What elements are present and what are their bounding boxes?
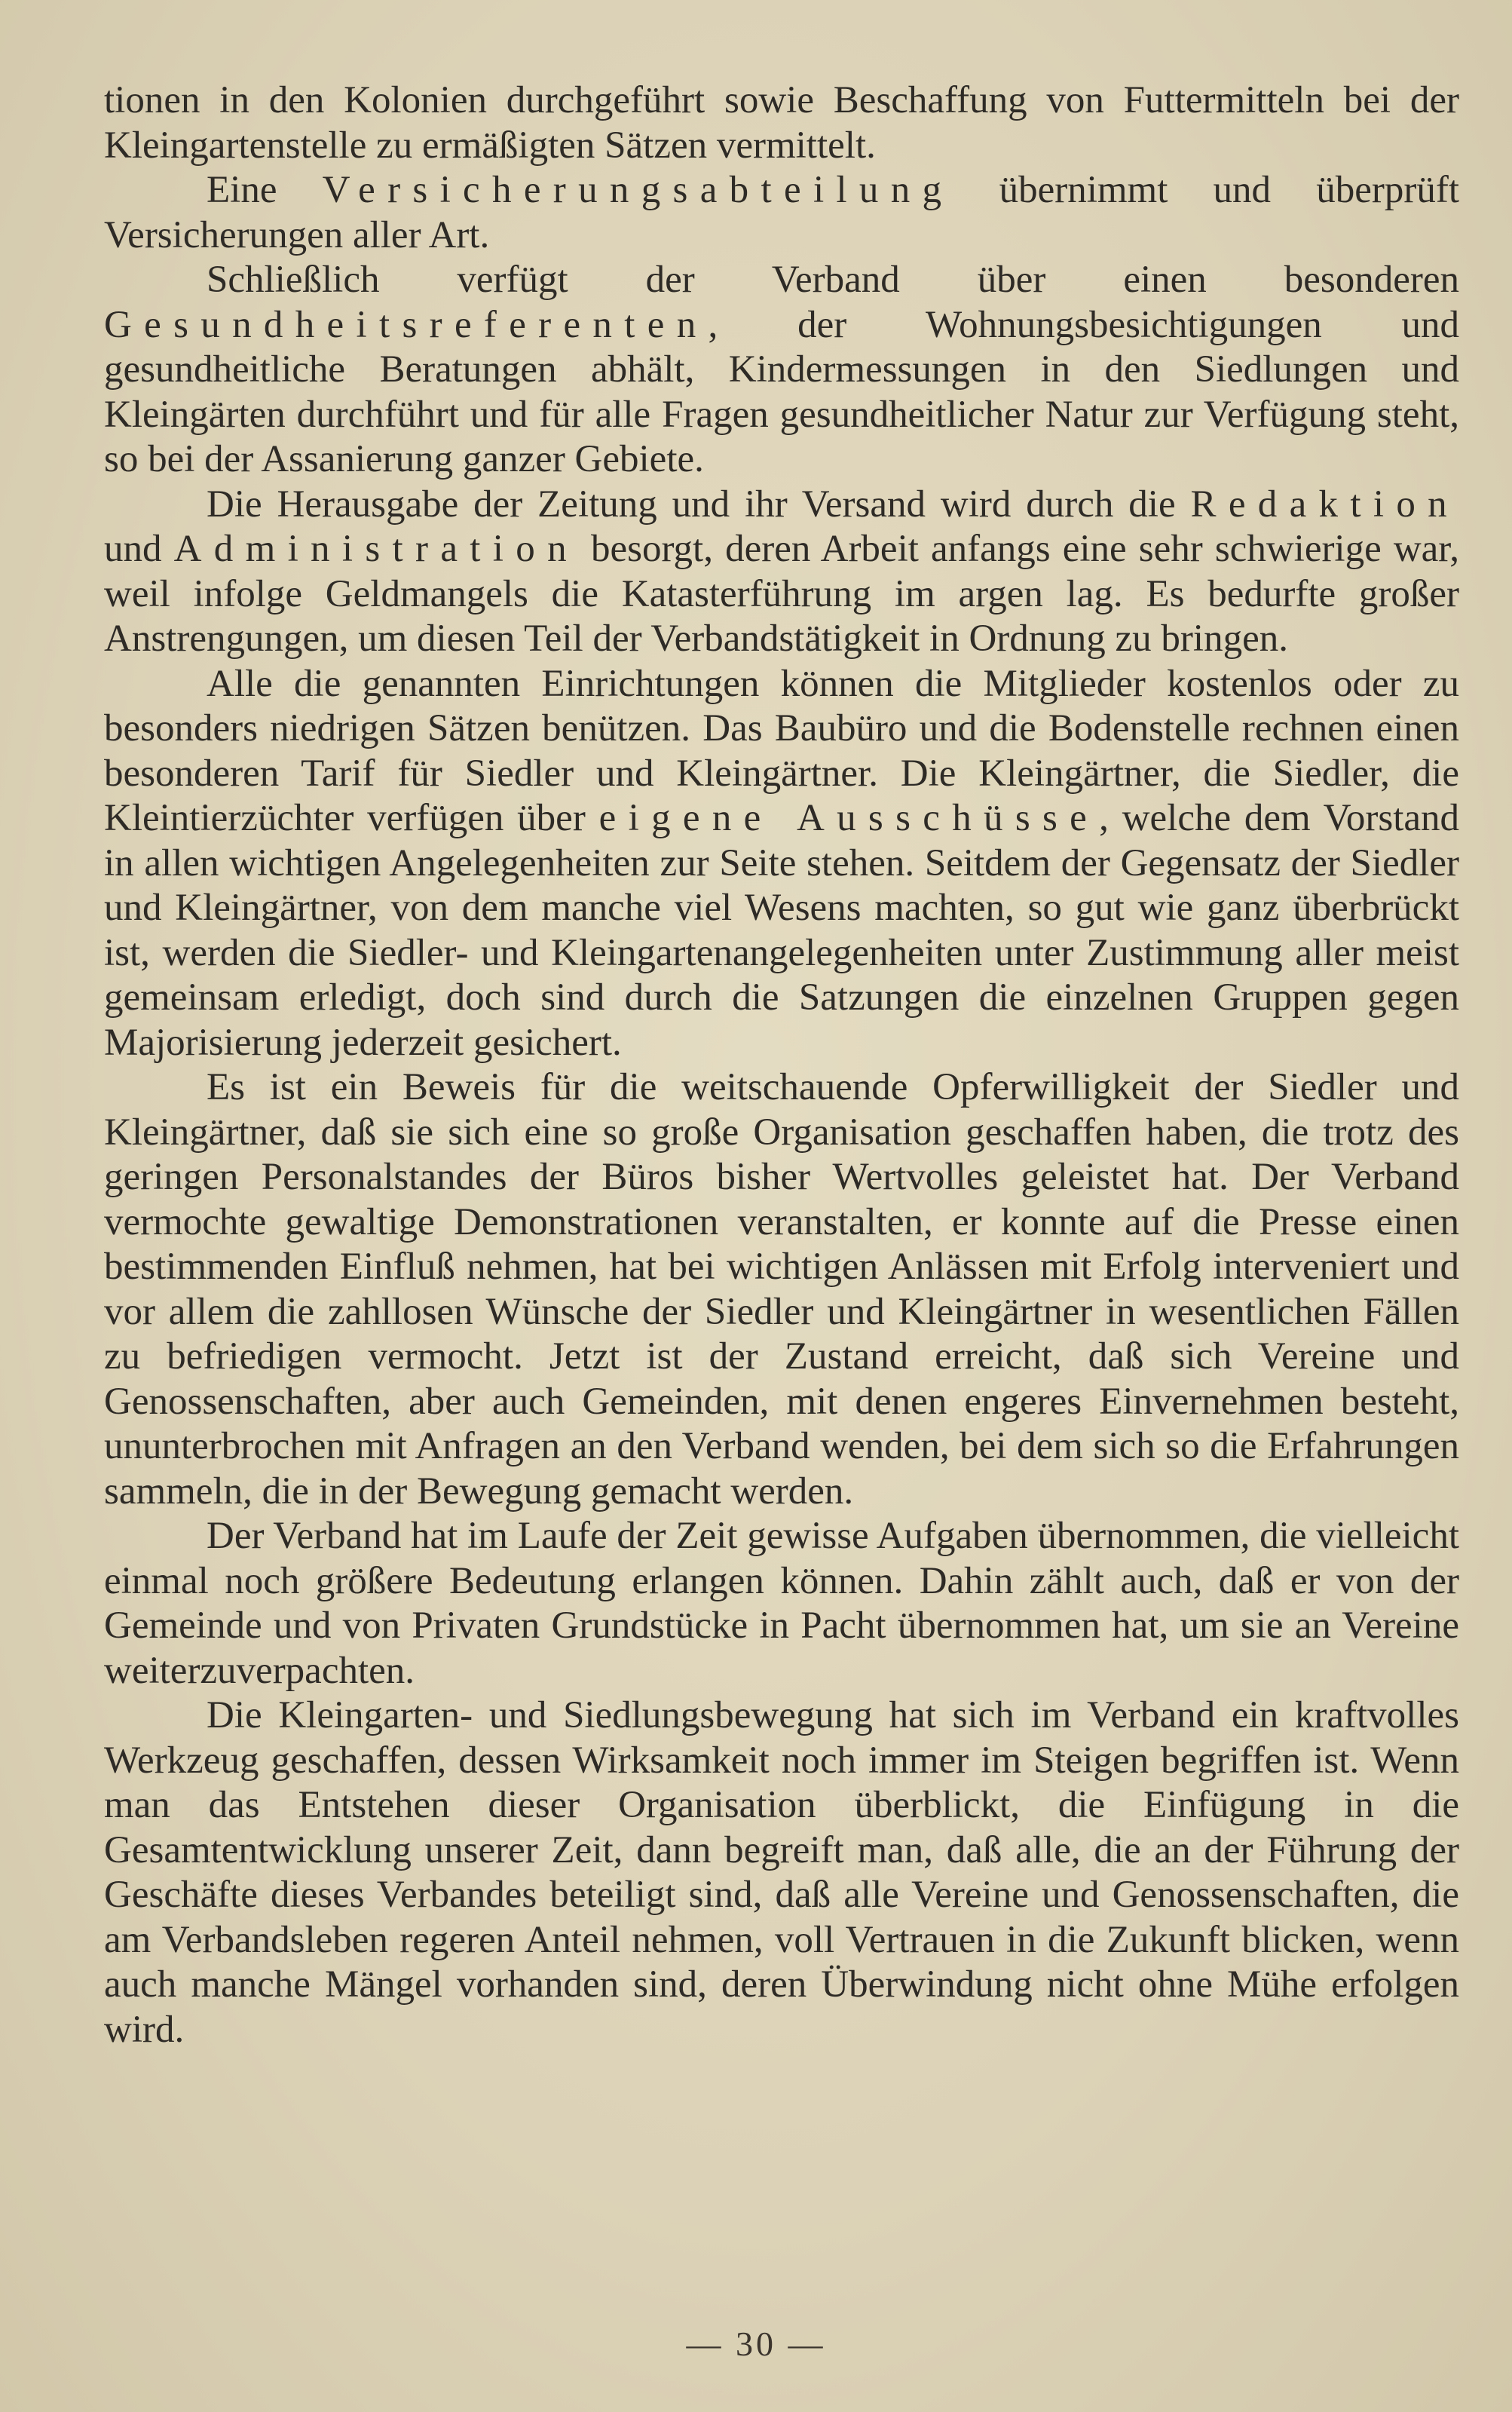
text-run: Es ist ein Beweis für die weitschauende Opferwilligkeit der Siedler und Kleingärtner, daß sie sich eine so große Organisation geschaffen haben, die trotz des geringen Personalstandes der Büros bisher Wertvolles geleistet hat. Der Verband vermochte gewaltige Demonstrationen veranstalten, er konnte auf die Presse einen bestimmenden Einfluß nehmen, hat bei wichtigen Anlässen mit Erfolg interveniert und vor allem die zahllosen Wünsche der Siedler und Kleingärtner in wesentlichen Fällen zu befriedigen vermocht. Jetzt ist der Zustand erreicht, daß sich Vereine und Genossenschaften, aber auch Gemeinden, mit denen engeres Einvernehmen besteht, ununterbrochen mit Anfragen an den Verband wenden, bei dem sich so die Erfahrungen sammeln, die in der Bewegung gemacht werden. — [104, 1066, 1459, 1512]
spaced-emphasis: Gesundheitsreferenten — [104, 303, 709, 346]
text-run: Der Verband hat im Laufe der Zeit gewisse Aufgaben übernommen, die vielleicht einmal noch größere Bedeutung erlangen können. Dahin zählt auch, daß er von der Gemeinde und von Privaten Grundstücke in Pacht übernommen hat, um sie an Vereine weiterzuverpachten. — [104, 1515, 1459, 1692]
spaced-emphasis: Redaktion — [1190, 483, 1459, 526]
text-run: Eine — [207, 169, 323, 211]
spaced-emphasis: eigene Ausschüsse — [598, 797, 1100, 839]
text-run: , der Wohnungsbesichtigungen und gesundheitliche Beratungen abhält, Kindermessungen in den Siedlungen und Kleingärten durchführt und für alle Fragen gesundheitlicher Natur zur Verfügung steht, so bei der Assanierung ganzer Gebiete. — [104, 303, 1459, 480]
text-run: und — [104, 528, 174, 570]
text-run: tionen in den Kolonien durchgeführt sowie Beschaffung von Futtermitteln bei der Kleingartenstelle zu ermäßigten Sätzen vermittelt. — [104, 79, 1459, 167]
paragraph — [104, 258, 1459, 483]
text-run: Schließlich verfügt der Verband über einen besonderen — [207, 259, 1459, 301]
spaced-emphasis: Administration — [173, 528, 579, 570]
text-run: besorgt, deren Arbeit anfangs eine sehr schwierige war, weil infolge Geldmangels die Katasterführung im argen lag. Es bedurfte großer Anstrengungen, um diesen Teil der Verbandstätigkeit in Ordnung zu bringen. — [104, 528, 1460, 660]
paragraph — [104, 483, 1459, 662]
text-run: übernimmt und überprüft Versicherungen aller Art. — [104, 169, 1459, 256]
paragraph — [104, 168, 1459, 258]
paragraph — [104, 662, 1459, 1066]
paragraph — [104, 1514, 1459, 1693]
text-run: Die Herausgabe der Zeitung und ihr Versand wird durch die — [207, 483, 1191, 526]
paragraph — [104, 78, 1459, 168]
text-run: Alle die genannten Einrichtungen können die Mitglieder kostenlos oder zu besonders niedrigen Sätzen benützen. Das Baubüro und die Bodenstelle rechnen einen besonderen Tarif für Siedler und Kleingärtner. Die Kleingärtner, die Siedler, die Kleintierzüchter verfügen über — [104, 662, 1459, 839]
text-run: , welche dem Vorstand in allen wichtigen Angelegenheiten zur Seite stehen. Seitdem der Gegensatz der Siedler und Kleingärtner, von dem manche viel Wesens machten, so gut wie ganz überbrückt ist, werden die Siedler- und Kleingartenangelegenheiten unter Zustimmung aller meist gemeinsam erledigt, doch sind durch die Satzungen die einzelnen Gruppen gegen Majorisierung jederzeit gesichert. — [104, 797, 1460, 1064]
page-number: — 30 — — [686, 2325, 826, 2363]
body-text — [104, 78, 1459, 2052]
paragraph — [104, 1693, 1459, 2052]
spaced-emphasis: Versicherungsabteilung — [322, 169, 954, 211]
text-run: Die Kleingarten- und Siedlungsbewegung hat sich im Verband ein kraftvolles Werkzeug geschaffen, dessen Wirksamkeit noch immer im Steigen begriffen ist. Wenn man das Entstehen dieser Organisation überblickt, die Einfügung in die Gesamtentwicklung unserer Zeit, dann begreift man, daß alle, die an der Führung der Geschäfte dieses Verbandes beteiligt sind, daß alle Vereine und Genossenschaften, die am Verbandsleben regeren Anteil nehmen, voll Vertrauen in die Zukunft blicken, wenn auch manche Mängel vorhanden sind, deren Überwindung nicht ohne Mühe erfolgen wird. — [104, 1694, 1459, 2051]
paragraph — [104, 1065, 1459, 1514]
